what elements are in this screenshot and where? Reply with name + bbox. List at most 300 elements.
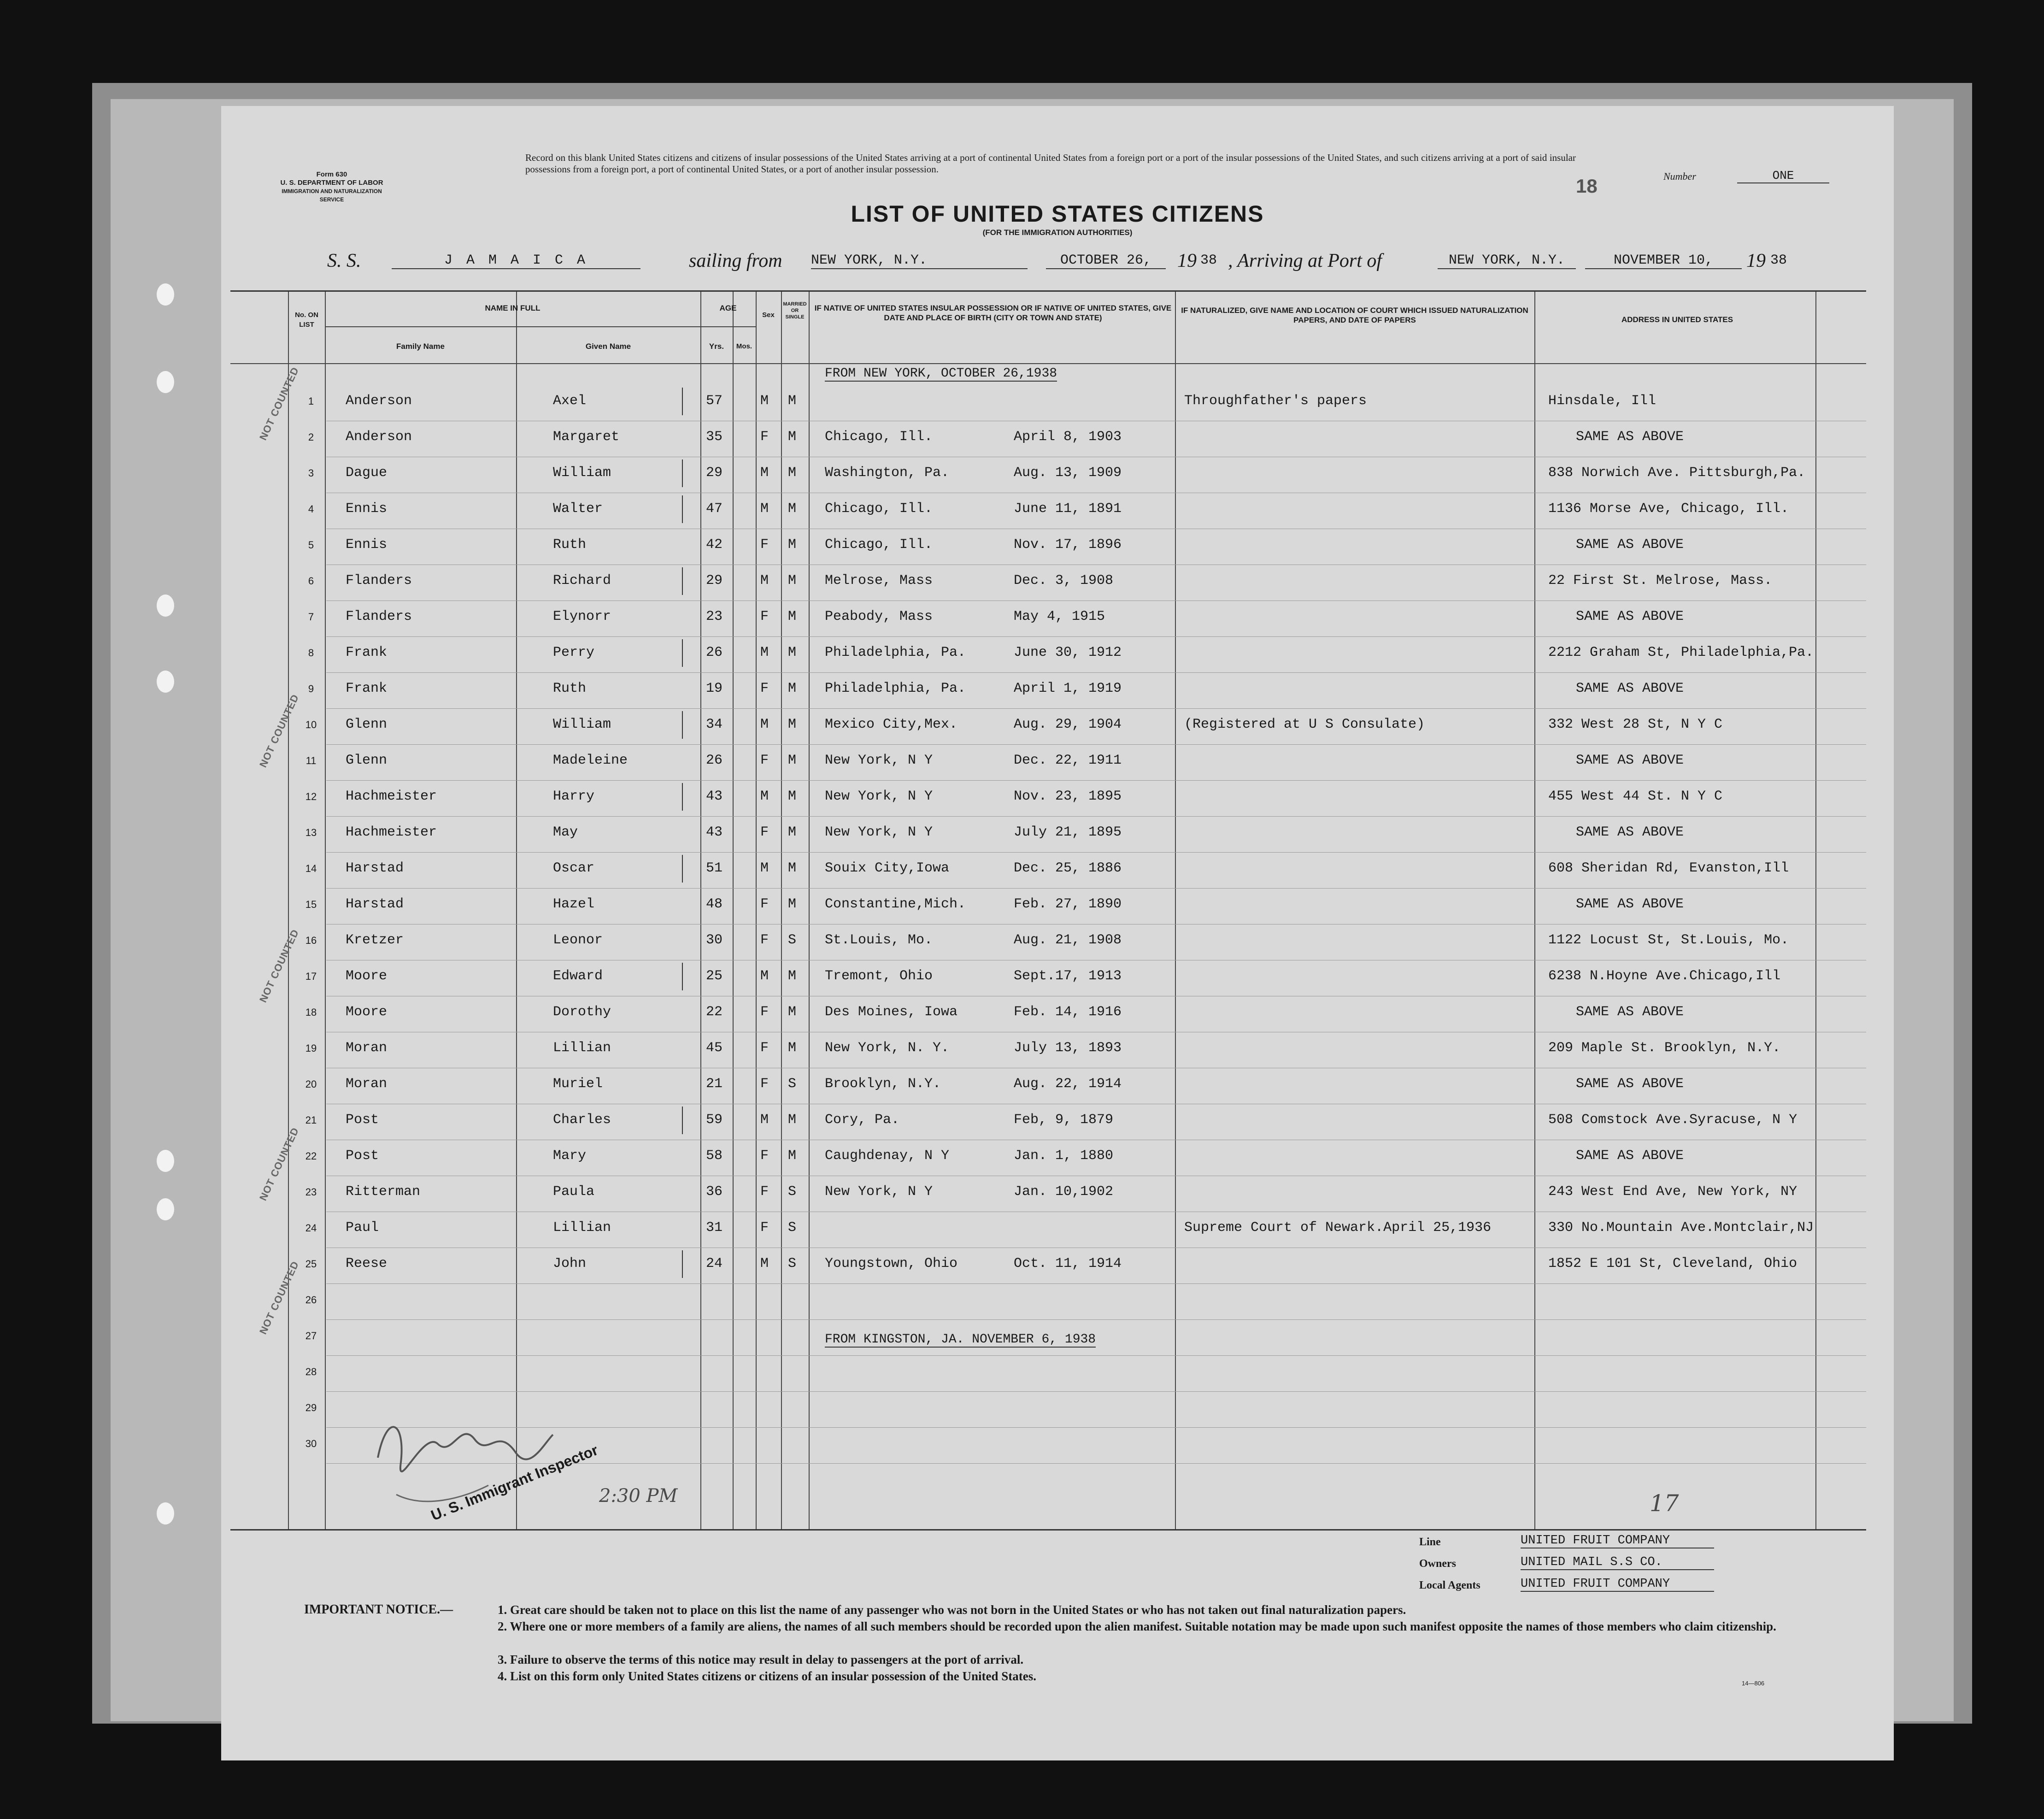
cell-ms: M [788, 1148, 797, 1164]
cell-sex: F [760, 824, 769, 840]
header-married-or-single: MARRIED OR SINGLE [783, 301, 807, 320]
cell-sex: F [760, 1040, 769, 1056]
line-value: UNITED FRUIT COMPANY [1521, 1534, 1714, 1548]
header-given-name: Given Name [585, 342, 631, 351]
cell-address: 455 West 44 St. N Y C [1548, 789, 1723, 804]
row-number: 16 [305, 935, 317, 946]
arriving-label: , Arriving at Port of [1228, 250, 1382, 271]
cell-given: Lillian [553, 1220, 611, 1236]
cell-sex: F [760, 681, 769, 696]
cell-yrs: 21 [706, 1076, 723, 1092]
cell-sex: F [760, 1220, 769, 1236]
cell-given: John [553, 1256, 587, 1272]
cell-address: 330 No.Mountain Ave.Montclair,NJ [1548, 1220, 1814, 1236]
cell-family: Kretzer [346, 932, 404, 948]
cell-nat: Throughfather's papers [1184, 393, 1367, 409]
binder-hole [157, 371, 174, 393]
cell-family: Moore [346, 1004, 388, 1020]
cell-date: June 11, 1891 [1014, 501, 1122, 517]
cell-given: Axel [553, 393, 587, 409]
row-number: 1 [308, 395, 314, 407]
cell-ms: S [788, 932, 797, 948]
cell-address: SAME AS ABOVE [1576, 1076, 1684, 1092]
cell-family: Moran [346, 1076, 388, 1092]
cell-place: Constantine,Mich. [825, 896, 966, 912]
cell-yrs: 35 [706, 429, 723, 445]
cell-given: Charles [553, 1112, 611, 1128]
tally-mark [682, 783, 683, 811]
header-name-in-full: NAME IN FULL [485, 304, 540, 312]
cell-address: 838 Norwich Ave. Pittsburgh,Pa. [1548, 465, 1806, 481]
cell-address: SAME AS ABOVE [1576, 609, 1684, 624]
row-number: 24 [305, 1222, 317, 1234]
notice-item-1: 1. Great care should be taken not to place on this list the name of any passenger who was not born in the United States or who has not taken out final naturalization papers. [498, 1603, 1406, 1617]
cell-sex: F [760, 1184, 769, 1200]
cell-place: Brooklyn, N.Y. [825, 1076, 941, 1092]
cell-family: Glenn [346, 753, 388, 768]
cell-date: Aug. 21, 1908 [1014, 932, 1122, 948]
cell-ms: M [788, 573, 797, 589]
cell-family: Harstad [346, 896, 404, 912]
row-number: 29 [305, 1402, 317, 1413]
cell-family: Post [346, 1112, 379, 1128]
cell-date: Nov. 17, 1896 [1014, 537, 1122, 553]
row-number: 9 [308, 683, 314, 695]
row-divider [326, 1283, 1866, 1284]
cell-ms: M [788, 860, 797, 876]
cell-family: Flanders [346, 573, 412, 589]
cell-place: New York, N Y [825, 1184, 933, 1200]
tally-mark [682, 963, 683, 990]
cell-ms: M [788, 645, 797, 660]
passenger-table [230, 290, 1866, 1531]
row-divider [326, 600, 1866, 601]
cell-place: Cory, Pa. [825, 1112, 900, 1128]
row-number: 23 [305, 1186, 317, 1198]
notice-item-3: 3. Failure to observe the terms of this notice may result in delay to passengers at the port of arrival. [498, 1653, 1024, 1666]
cell-ms: M [788, 1112, 797, 1128]
cell-ms: M [788, 501, 797, 517]
cell-address: SAME AS ABOVE [1576, 537, 1684, 553]
number-value: ONE [1737, 169, 1829, 183]
header-months: Mos. [736, 342, 752, 350]
cell-address: Hinsdale, Ill [1548, 393, 1656, 409]
cell-family: Ennis [346, 501, 388, 517]
not-counted-stamp: NOT COUNTED [257, 692, 301, 770]
row-number: 6 [308, 575, 314, 587]
cell-ms: M [788, 429, 797, 445]
owners-label: Owners [1419, 1558, 1456, 1570]
notice-item-4: 4. List on this form only United States citizens or citizens of an insular possession of the United States. [498, 1669, 1037, 1683]
cell-yrs: 19 [706, 681, 723, 696]
not-counted-stamp: NOT COUNTED [257, 927, 301, 1005]
row-number: 2 [308, 431, 314, 443]
cell-given: Richard [553, 573, 611, 589]
cell-family: Anderson [346, 429, 412, 445]
row-number: 30 [305, 1438, 317, 1449]
cell-place: New York, N Y [825, 789, 933, 804]
row-number: 25 [305, 1258, 317, 1270]
row-number: 7 [308, 611, 314, 623]
cell-address: 1136 Morse Ave, Chicago, Ill. [1548, 501, 1789, 517]
cell-place: Tremont, Ohio [825, 968, 933, 984]
page-tally: 17 [1650, 1490, 1679, 1517]
cell-ms: M [788, 393, 797, 409]
tally-mark [682, 459, 683, 487]
cell-family: Ritterman [346, 1184, 421, 1200]
row-divider [326, 636, 1866, 637]
cell-place: New York, N Y [825, 824, 933, 840]
cell-place: Washington, Pa. [825, 465, 950, 481]
cell-place: Chicago, Ill. [825, 501, 933, 517]
cell-place: New York, N. Y. [825, 1040, 950, 1056]
cell-ms: M [788, 681, 797, 696]
owners-value: UNITED MAIL S.S CO. [1521, 1555, 1714, 1570]
cell-family: Flanders [346, 609, 412, 624]
cell-given: Harry [553, 789, 595, 804]
cell-sex: M [760, 968, 769, 984]
local-agents-label: Local Agents [1419, 1579, 1480, 1591]
cell-family: Moran [346, 1040, 388, 1056]
cell-date: Feb, 9, 1879 [1014, 1112, 1114, 1128]
tally-mark [682, 567, 683, 595]
ship-name: J A M A I C A [392, 253, 640, 269]
line-label: Line [1419, 1536, 1441, 1548]
cell-date: Feb. 14, 1916 [1014, 1004, 1122, 1020]
cell-yrs: 47 [706, 501, 723, 517]
row-number: 26 [305, 1294, 317, 1306]
header-number: No. ON LIST [295, 311, 318, 329]
tally-mark [682, 855, 683, 883]
not-counted-stamp: NOT COUNTED [257, 1259, 301, 1336]
cell-yrs: 31 [706, 1220, 723, 1236]
cell-family: Ennis [346, 537, 388, 553]
header-naturalization: IF NATURALIZED, GIVE NAME AND LOCATION OF COURT WHICH ISSUED NATURALIZATION PAPERS, AND DATE OF PAPERS [1181, 306, 1528, 324]
cell-sex: M [760, 789, 769, 804]
cell-sex: M [760, 1112, 769, 1128]
cell-given: Mary [553, 1148, 587, 1164]
cell-given: May [553, 824, 578, 840]
cell-date: Aug. 13, 1909 [1014, 465, 1122, 481]
cell-yrs: 43 [706, 824, 723, 840]
cell-place: Chicago, Ill. [825, 429, 933, 445]
form-code: 14—806 [1742, 1680, 1765, 1687]
cell-sex: F [760, 429, 769, 445]
cell-ms: M [788, 753, 797, 768]
arrival-date: NOVEMBER 10, [1585, 253, 1742, 269]
cell-given: Dorothy [553, 1004, 611, 1020]
cell-family: Reese [346, 1256, 388, 1272]
cell-given: Ruth [553, 537, 587, 553]
cell-yrs: 59 [706, 1112, 723, 1128]
cell-given: Leonor [553, 932, 603, 948]
cell-ms: M [788, 609, 797, 624]
cell-date: April 8, 1903 [1014, 429, 1122, 445]
cell-sex: M [760, 717, 769, 732]
cell-address: 608 Sheridan Rd, Evanston,Ill [1548, 860, 1789, 876]
cell-given: Paula [553, 1184, 595, 1200]
cell-place: Des Moines, Iowa [825, 1004, 958, 1020]
tally-mark [682, 1107, 683, 1134]
cell-given: Hazel [553, 896, 595, 912]
cell-yrs: 24 [706, 1256, 723, 1272]
tally-mark [682, 639, 683, 667]
cell-date: Feb. 27, 1890 [1014, 896, 1122, 912]
cell-sex: F [760, 753, 769, 768]
row-number: 20 [305, 1078, 317, 1090]
cell-family: Hachmeister [346, 789, 437, 804]
header-address: ADDRESS IN UNITED STATES [1621, 315, 1733, 324]
row-number: 13 [305, 827, 317, 838]
cell-date: July 21, 1895 [1014, 824, 1122, 840]
cell-address: SAME AS ABOVE [1576, 753, 1684, 768]
cell-sex: M [760, 465, 769, 481]
header-sex: Sex [762, 311, 775, 319]
cell-family: Paul [346, 1220, 379, 1236]
row-number: 19 [305, 1042, 317, 1054]
binder-hole [157, 1198, 174, 1220]
cell-given: Ruth [553, 681, 587, 696]
row-number: 10 [305, 719, 317, 730]
cell-place: Souix City,Iowa [825, 860, 950, 876]
row-number: 5 [308, 539, 314, 551]
cell-place: St.Louis, Mo. [825, 932, 933, 948]
cell-address: SAME AS ABOVE [1576, 681, 1684, 696]
department-name: U. S. DEPARTMENT OF LABOR [280, 179, 383, 187]
cell-sex: M [760, 645, 769, 660]
cell-ms: M [788, 824, 797, 840]
cell-given: Muriel [553, 1076, 603, 1092]
cell-place: Youngstown, Ohio [825, 1256, 958, 1272]
row-divider [326, 1355, 1866, 1356]
header-years: Yrs. [709, 342, 724, 351]
binder-hole [157, 595, 174, 617]
cell-place: New York, N Y [825, 753, 933, 768]
cell-date: July 13, 1893 [1014, 1040, 1122, 1056]
cell-ms: M [788, 789, 797, 804]
cell-yrs: 43 [706, 789, 723, 804]
departure-year-prefix: 19 [1177, 250, 1197, 271]
cell-sex: F [760, 1076, 769, 1092]
row-divider [326, 852, 1866, 853]
cell-ms: M [788, 896, 797, 912]
local-agents-value: UNITED FRUIT COMPANY [1521, 1577, 1714, 1592]
form-title: LIST OF UNITED STATES CITIZENS [851, 201, 1264, 227]
cell-address: SAME AS ABOVE [1576, 1004, 1684, 1020]
row-divider [326, 780, 1866, 781]
page-number-stamp: 18 [1576, 175, 1598, 197]
cell-yrs: 29 [706, 465, 723, 481]
cell-given: William [553, 717, 611, 732]
cell-ms: M [788, 968, 797, 984]
tally-mark [682, 495, 683, 523]
number-label: Number [1663, 171, 1696, 182]
form-agency-block [272, 171, 392, 204]
cell-address: SAME AS ABOVE [1576, 824, 1684, 840]
row-number: 15 [305, 899, 317, 910]
cell-date: Dec. 22, 1911 [1014, 753, 1122, 768]
cell-ms: M [788, 717, 797, 732]
departure-year: 38 [1200, 253, 1217, 268]
binder-hole [157, 1150, 174, 1172]
departure-date: OCTOBER 26, [1046, 253, 1166, 269]
cell-yrs: 26 [706, 753, 723, 768]
row-divider [326, 888, 1866, 889]
cell-place: Caughdenay, N Y [825, 1148, 950, 1164]
cell-place: Philadelphia, Pa. [825, 645, 966, 660]
cell-sex: F [760, 609, 769, 624]
cell-yrs: 42 [706, 537, 723, 553]
cell-place: Peabody, Mass [825, 609, 933, 624]
cell-sex: M [760, 393, 769, 409]
not-counted-stamp: NOT COUNTED [257, 1125, 301, 1203]
cell-family: Harstad [346, 860, 404, 876]
binder-hole [157, 283, 174, 306]
row-divider [326, 744, 1866, 745]
form-number: Form 630 [316, 171, 347, 178]
cell-ms: M [788, 537, 797, 553]
cell-yrs: 30 [706, 932, 723, 948]
cell-date: April 1, 1919 [1014, 681, 1122, 696]
row-number: 22 [305, 1150, 317, 1162]
row-number: 14 [305, 863, 317, 874]
cell-yrs: 22 [706, 1004, 723, 1020]
cell-given: Perry [553, 645, 595, 660]
cell-family: Frank [346, 681, 388, 696]
notice-heading: IMPORTANT NOTICE.— [304, 1602, 453, 1617]
cell-family: Dague [346, 465, 388, 481]
inspector-title: U. S. Immigrant Inspector [429, 1441, 600, 1524]
cell-given: Edward [553, 968, 603, 984]
row-number: 28 [305, 1366, 317, 1377]
cell-ms: M [788, 465, 797, 481]
cell-sex: M [760, 1256, 769, 1272]
manifest-sheet [221, 106, 1894, 1760]
cell-given: Oscar [553, 860, 595, 876]
form-subtitle: (FOR THE IMMIGRATION AUTHORITIES) [982, 228, 1133, 237]
cell-date: Aug. 22, 1914 [1014, 1076, 1122, 1092]
cell-place: Philadelphia, Pa. [825, 681, 966, 696]
cell-date: Dec. 25, 1886 [1014, 860, 1122, 876]
service-name: IMMIGRATION AND NATURALIZATION SERVICE [282, 188, 382, 203]
arrival-port: NEW YORK, N.Y. [1438, 253, 1576, 269]
cell-date: Aug. 29, 1904 [1014, 717, 1122, 732]
cell-ms: S [788, 1076, 797, 1092]
arrival-year-prefix: 19 [1746, 250, 1766, 271]
cell-yrs: 29 [706, 573, 723, 589]
row-divider [326, 816, 1866, 817]
cell-address: 332 West 28 St, N Y C [1548, 717, 1723, 732]
row-divider [326, 1391, 1866, 1392]
sailing-label: sailing from [689, 250, 782, 271]
row-number: 3 [308, 467, 314, 479]
cell-address: 6238 N.Hoyne Ave.Chicago,Ill [1548, 968, 1781, 984]
cell-family: Hachmeister [346, 824, 437, 840]
cell-date: Jan. 1, 1880 [1014, 1148, 1114, 1164]
cell-address: SAME AS ABOVE [1576, 896, 1684, 912]
cell-yrs: 45 [706, 1040, 723, 1056]
binder-hole [157, 1502, 174, 1525]
arrival-year: 38 [1770, 253, 1787, 268]
cell-date: June 30, 1912 [1014, 645, 1122, 660]
cell-sex: M [760, 501, 769, 517]
cell-date: Oct. 11, 1914 [1014, 1256, 1122, 1272]
cell-address: 2212 Graham St, Philadelphia,Pa. [1548, 645, 1814, 660]
notice-item-2: 2. Where one or more members of a family are aliens, the names of all such members should be recorded upon the alien manifest. Suitable notation may be made upon such manifest opposite the names of those members who claim citizenship. [498, 1619, 1776, 1633]
cell-yrs: 36 [706, 1184, 723, 1200]
tally-mark [682, 1250, 683, 1278]
tally-mark [682, 711, 683, 739]
cell-family: Anderson [346, 393, 412, 409]
cell-sex: F [760, 1148, 769, 1164]
cell-yrs: 51 [706, 860, 723, 876]
form-instructions: Record on this blank United States citizens and citizens of insular possessions of the United States arriving at a port of continental United States from a foreign port or a port of the insular possessions of the United States, and such citizens arriving at a port of said insular possessions from a foreign port, a port of continental United States, or a port of another insular possession. [525, 152, 1576, 175]
cell-yrs: 25 [706, 968, 723, 984]
cell-address: 243 West End Ave, New York, NY [1548, 1184, 1797, 1200]
cell-address: 209 Maple St. Brooklyn, N.Y. [1548, 1040, 1781, 1056]
row-number: 18 [305, 1007, 317, 1018]
cell-sex: M [760, 860, 769, 876]
row-number: 4 [308, 503, 314, 515]
cell-address: SAME AS ABOVE [1576, 1148, 1684, 1164]
cell-family: Frank [346, 645, 388, 660]
cell-sex: F [760, 932, 769, 948]
cell-yrs: 26 [706, 645, 723, 660]
row-divider [326, 708, 1866, 709]
cell-date: Jan. 10,1902 [1014, 1184, 1114, 1200]
cell-family: Glenn [346, 717, 388, 732]
cell-nat: Supreme Court of Newark.April 25,1936 [1184, 1220, 1492, 1236]
cell-given: William [553, 465, 611, 481]
cell-date: Sept.17, 1913 [1014, 968, 1122, 984]
header-family-name: Family Name [396, 342, 445, 351]
cell-nat: (Registered at U S Consulate) [1184, 717, 1425, 732]
ss-label: S. S. [327, 250, 361, 271]
row-number: 21 [305, 1114, 317, 1126]
cell-ms: M [788, 1040, 797, 1056]
header-age: AGE [719, 304, 737, 312]
cell-given: Lillian [553, 1040, 611, 1056]
cell-sex: M [760, 573, 769, 589]
cell-given: Madeleine [553, 753, 628, 768]
cell-address: SAME AS ABOVE [1576, 429, 1684, 445]
cell-address: 1852 E 101 St, Cleveland, Ohio [1548, 1256, 1797, 1272]
tally-mark [682, 388, 683, 415]
cell-address: 508 Comstock Ave.Syracuse, N Y [1548, 1112, 1797, 1128]
cell-yrs: 48 [706, 896, 723, 912]
row-divider [326, 672, 1866, 673]
cell-sex: F [760, 896, 769, 912]
cell-ms: S [788, 1184, 797, 1200]
cell-family: Moore [346, 968, 388, 984]
cell-yrs: 34 [706, 717, 723, 732]
section-header-kingston: FROM KINGSTON, JA. NOVEMBER 6, 1938 [825, 1332, 1096, 1347]
cell-ms: S [788, 1256, 797, 1272]
departure-port: NEW YORK, N.Y. [811, 253, 1028, 269]
cell-sex: F [760, 1004, 769, 1020]
cell-place: Mexico City,Mex. [825, 717, 958, 732]
cell-family: Post [346, 1148, 379, 1164]
row-number: 8 [308, 647, 314, 659]
cell-place: Chicago, Ill. [825, 537, 933, 553]
binder-hole [157, 671, 174, 693]
cell-ms: M [788, 1004, 797, 1020]
cell-address: 22 First St. Melrose, Mass. [1548, 573, 1773, 589]
row-number: 27 [305, 1330, 317, 1342]
row-number: 12 [305, 791, 317, 802]
cell-ms: S [788, 1220, 797, 1236]
cell-date: Nov. 23, 1895 [1014, 789, 1122, 804]
